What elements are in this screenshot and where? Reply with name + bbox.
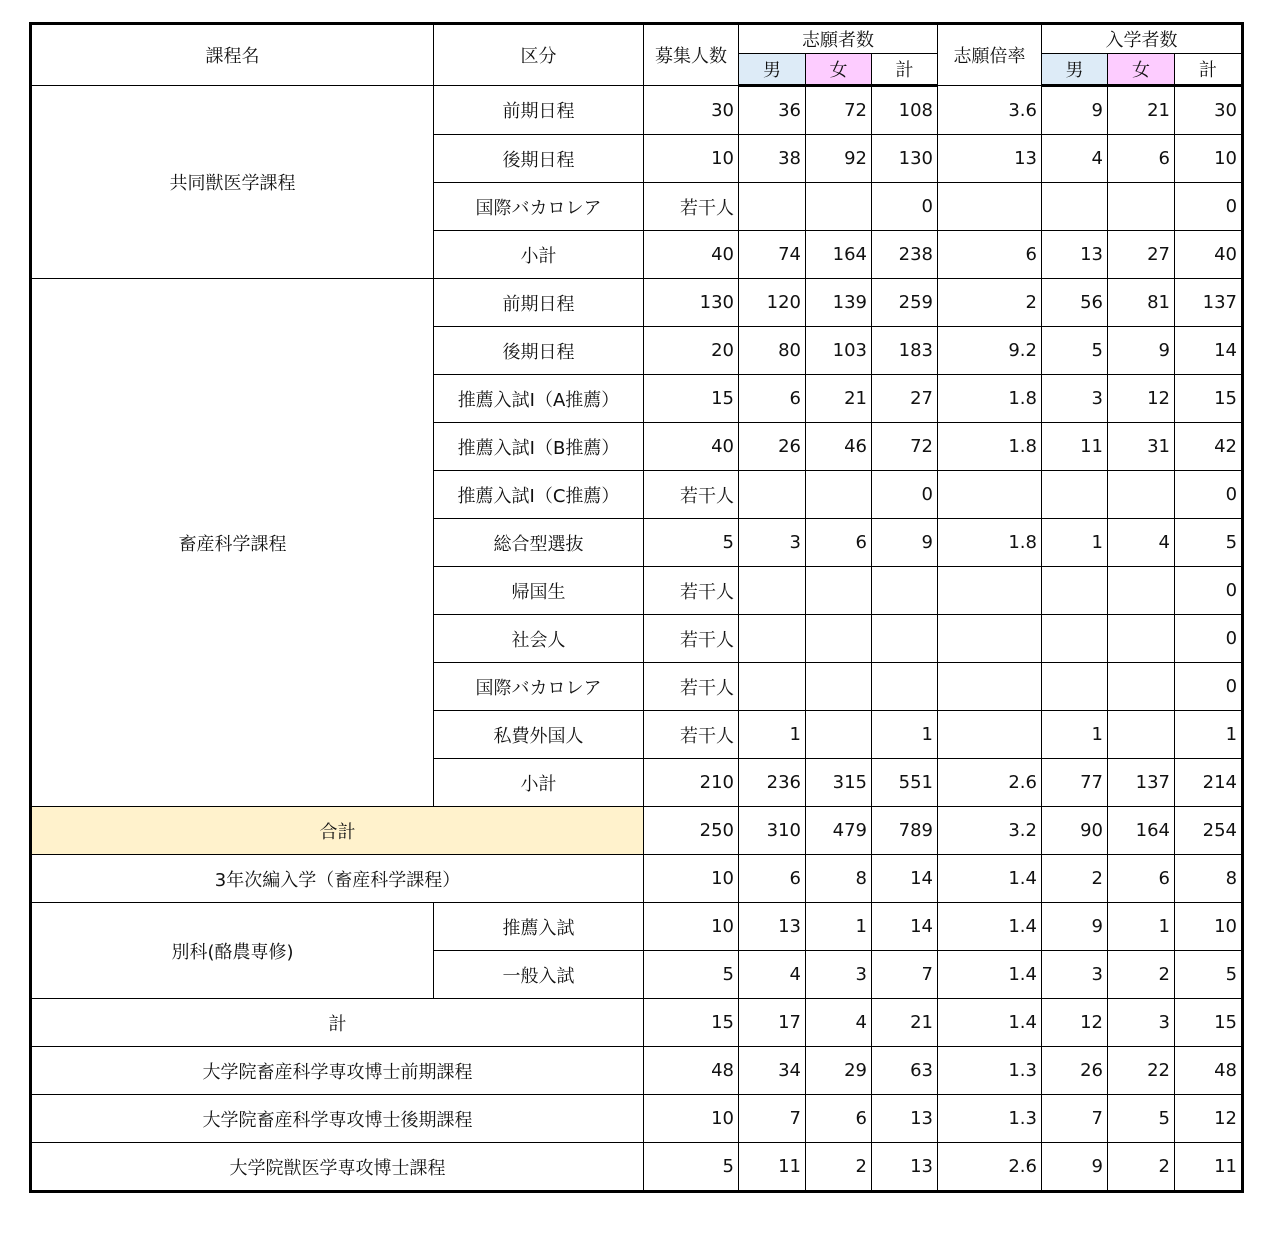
enrolled-total-cell: 0	[1175, 471, 1243, 519]
enrolled-female-cell	[1108, 663, 1175, 711]
applicants-male-cell: 4	[739, 951, 806, 999]
ratio-cell	[938, 471, 1042, 519]
applicants-male-cell: 26	[739, 423, 806, 471]
enrolled-female-cell: 6	[1108, 135, 1175, 183]
enrolled-male-cell: 9	[1042, 1143, 1108, 1192]
applicants-male-cell: 38	[739, 135, 806, 183]
ratio-cell: 1.8	[938, 519, 1042, 567]
enrolled-male-cell: 90	[1042, 807, 1108, 855]
enrolled-female-cell	[1108, 183, 1175, 231]
graduate-row	[31, 1047, 1243, 1095]
applicants-male-cell: 11	[739, 1143, 806, 1192]
enrolled-total-cell: 5	[1175, 951, 1243, 999]
enrolled-female-cell: 27	[1108, 231, 1175, 279]
category-cell: 国際バカロレア	[434, 183, 644, 231]
applicants-female-cell: 6	[806, 1095, 872, 1143]
row-label-cell: 計	[31, 999, 644, 1047]
capacity-cell: 10	[644, 903, 739, 951]
enrolled-total-cell: 40	[1175, 231, 1243, 279]
ratio-cell: 3.2	[938, 807, 1042, 855]
enrolled-total-cell: 137	[1175, 279, 1243, 327]
enrolled-female-cell: 137	[1108, 759, 1175, 807]
enrolled-female-cell: 6	[1108, 855, 1175, 903]
enrolled-male-cell: 9	[1042, 86, 1108, 135]
applicants-total-cell: 21	[872, 999, 938, 1047]
ratio-cell: 2	[938, 279, 1042, 327]
applicants-total-cell: 72	[872, 423, 938, 471]
ratio-cell	[938, 567, 1042, 615]
course-name-cell: 共同獣医学課程	[31, 86, 434, 279]
ratio-cell: 1.4	[938, 951, 1042, 999]
applicants-total-cell: 7	[872, 951, 938, 999]
applicants-female-cell: 103	[806, 327, 872, 375]
applicants-male-cell: 120	[739, 279, 806, 327]
header-enrolled-female: 女	[1108, 54, 1175, 86]
category-cell: 社会人	[434, 615, 644, 663]
applicants-male-cell: 3	[739, 519, 806, 567]
category-cell: 私費外国人	[434, 711, 644, 759]
enrolled-total-cell: 0	[1175, 663, 1243, 711]
enrolled-male-cell: 1	[1042, 711, 1108, 759]
table-row	[31, 86, 1243, 135]
header-capacity: 募集人数	[644, 24, 739, 86]
ratio-cell: 1.3	[938, 1095, 1042, 1143]
enrolled-male-cell	[1042, 567, 1108, 615]
capacity-cell: 30	[644, 86, 739, 135]
graduate-row	[31, 1095, 1243, 1143]
enrolled-male-cell	[1042, 183, 1108, 231]
capacity-cell: 若干人	[644, 471, 739, 519]
capacity-cell: 5	[644, 1143, 739, 1192]
enrolled-total-cell: 15	[1175, 375, 1243, 423]
applicants-male-cell: 6	[739, 855, 806, 903]
header-enrolled: 入学者数	[1042, 24, 1243, 54]
row-label-cell: 合計	[31, 807, 644, 855]
applicants-female-cell: 2	[806, 1143, 872, 1192]
capacity-cell: 5	[644, 951, 739, 999]
applicants-female-cell	[806, 711, 872, 759]
ratio-cell: 1.3	[938, 1047, 1042, 1095]
ratio-cell: 2.6	[938, 1143, 1042, 1192]
capacity-cell: 5	[644, 519, 739, 567]
applicants-male-cell	[739, 615, 806, 663]
enrolled-male-cell	[1042, 663, 1108, 711]
enrolled-total-cell: 11	[1175, 1143, 1243, 1192]
enrolled-female-cell	[1108, 615, 1175, 663]
enrolled-male-cell: 26	[1042, 1047, 1108, 1095]
enrolled-female-cell	[1108, 711, 1175, 759]
capacity-cell: 20	[644, 327, 739, 375]
capacity-cell: 210	[644, 759, 739, 807]
category-cell: 後期日程	[434, 327, 644, 375]
applicants-male-cell: 17	[739, 999, 806, 1047]
applicants-female-cell: 29	[806, 1047, 872, 1095]
ratio-cell: 3.6	[938, 86, 1042, 135]
applicants-male-cell	[739, 663, 806, 711]
applicants-female-cell: 92	[806, 135, 872, 183]
ratio-cell	[938, 663, 1042, 711]
enrolled-female-cell: 3	[1108, 999, 1175, 1047]
applicants-female-cell: 315	[806, 759, 872, 807]
category-cell: 国際バカロレア	[434, 663, 644, 711]
capacity-cell: 40	[644, 423, 739, 471]
enrolled-total-cell: 5	[1175, 519, 1243, 567]
enrolled-female-cell	[1108, 471, 1175, 519]
applicants-female-cell	[806, 183, 872, 231]
applicants-male-cell: 6	[739, 375, 806, 423]
enrolled-male-cell: 13	[1042, 231, 1108, 279]
enrolled-male-cell: 5	[1042, 327, 1108, 375]
applicants-male-cell: 74	[739, 231, 806, 279]
applicants-female-cell: 21	[806, 375, 872, 423]
enrolled-female-cell: 22	[1108, 1047, 1175, 1095]
enrolled-total-cell: 10	[1175, 135, 1243, 183]
applicants-female-cell: 46	[806, 423, 872, 471]
applicants-male-cell: 1	[739, 711, 806, 759]
applicants-total-cell: 259	[872, 279, 938, 327]
enrolled-total-cell: 254	[1175, 807, 1243, 855]
applicants-female-cell: 164	[806, 231, 872, 279]
row-label-cell: 大学院畜産科学専攻博士後期課程	[31, 1095, 644, 1143]
capacity-cell: 若干人	[644, 711, 739, 759]
applicants-female-cell: 6	[806, 519, 872, 567]
ratio-cell: 1.8	[938, 375, 1042, 423]
header-course: 課程名	[31, 24, 434, 86]
category-cell: 総合型選抜	[434, 519, 644, 567]
enrolled-female-cell: 1	[1108, 903, 1175, 951]
enrolled-total-cell: 48	[1175, 1047, 1243, 1095]
capacity-cell: 15	[644, 375, 739, 423]
enrolled-total-cell: 0	[1175, 183, 1243, 231]
table-row	[31, 903, 1243, 951]
header-applicants-total: 計	[872, 54, 938, 86]
header-enrolled-male: 男	[1042, 54, 1108, 86]
applicants-female-cell: 4	[806, 999, 872, 1047]
header-applicants-female: 女	[806, 54, 872, 86]
ratio-cell: 9.2	[938, 327, 1042, 375]
enrolled-male-cell: 77	[1042, 759, 1108, 807]
applicants-total-cell	[872, 567, 938, 615]
applicants-total-cell: 0	[872, 471, 938, 519]
row-label-cell: 大学院獣医学専攻博士課程	[31, 1143, 644, 1192]
applicants-female-cell: 8	[806, 855, 872, 903]
applicants-total-cell: 9	[872, 519, 938, 567]
enrolled-total-cell: 8	[1175, 855, 1243, 903]
applicants-female-cell	[806, 615, 872, 663]
ratio-cell: 6	[938, 231, 1042, 279]
ratio-cell	[938, 711, 1042, 759]
row-label-cell: 3年次編入学（畜産科学課程）	[31, 855, 644, 903]
enrolled-total-cell: 10	[1175, 903, 1243, 951]
course-name-cell: 畜産科学課程	[31, 279, 434, 807]
enrolled-total-cell: 0	[1175, 567, 1243, 615]
applicants-female-cell: 3	[806, 951, 872, 999]
ratio-cell: 13	[938, 135, 1042, 183]
enrolled-total-cell: 0	[1175, 615, 1243, 663]
enrolled-total-cell: 214	[1175, 759, 1243, 807]
applicants-total-cell: 108	[872, 86, 938, 135]
applicants-total-cell: 13	[872, 1095, 938, 1143]
enrolled-total-cell: 14	[1175, 327, 1243, 375]
applicants-male-cell: 7	[739, 1095, 806, 1143]
enrolled-female-cell: 2	[1108, 1143, 1175, 1192]
capacity-cell: 15	[644, 999, 739, 1047]
capacity-cell: 若干人	[644, 615, 739, 663]
applicants-male-cell: 236	[739, 759, 806, 807]
capacity-cell: 130	[644, 279, 739, 327]
applicants-total-cell: 14	[872, 903, 938, 951]
enrolled-female-cell: 9	[1108, 327, 1175, 375]
enrolled-male-cell: 3	[1042, 951, 1108, 999]
table-row	[31, 279, 1243, 327]
enrolled-male-cell: 9	[1042, 903, 1108, 951]
applicants-female-cell	[806, 471, 872, 519]
capacity-cell: 250	[644, 807, 739, 855]
enrolled-female-cell: 31	[1108, 423, 1175, 471]
applicants-total-cell: 130	[872, 135, 938, 183]
capacity-cell: 10	[644, 1095, 739, 1143]
enrolled-female-cell: 5	[1108, 1095, 1175, 1143]
ratio-cell: 1.4	[938, 903, 1042, 951]
row-label-cell: 大学院畜産科学専攻博士前期課程	[31, 1047, 644, 1095]
header-category: 区分	[434, 24, 644, 86]
enrolled-female-cell: 81	[1108, 279, 1175, 327]
category-cell: 推薦入試I（B推薦）	[434, 423, 644, 471]
applicants-male-cell: 13	[739, 903, 806, 951]
applicants-total-cell: 238	[872, 231, 938, 279]
transfer-row	[31, 855, 1243, 903]
applicants-female-cell: 479	[806, 807, 872, 855]
applicants-male-cell	[739, 567, 806, 615]
course-name-cell: 別科(酪農専修)	[31, 903, 434, 999]
enrolled-male-cell: 1	[1042, 519, 1108, 567]
category-cell: 前期日程	[434, 279, 644, 327]
applicants-male-cell: 34	[739, 1047, 806, 1095]
enrolled-total-cell: 12	[1175, 1095, 1243, 1143]
applicants-male-cell	[739, 183, 806, 231]
enrolled-female-cell: 2	[1108, 951, 1175, 999]
enrolled-male-cell: 12	[1042, 999, 1108, 1047]
applicants-female-cell: 1	[806, 903, 872, 951]
bekka-total-row	[31, 999, 1243, 1047]
category-cell: 小計	[434, 759, 644, 807]
category-cell: 後期日程	[434, 135, 644, 183]
capacity-cell: 若干人	[644, 183, 739, 231]
enrolled-total-cell: 1	[1175, 711, 1243, 759]
enrolled-male-cell: 11	[1042, 423, 1108, 471]
applicants-total-cell	[872, 615, 938, 663]
category-cell: 推薦入試I（C推薦）	[434, 471, 644, 519]
ratio-cell	[938, 615, 1042, 663]
ratio-cell: 1.8	[938, 423, 1042, 471]
ratio-cell: 2.6	[938, 759, 1042, 807]
applicants-total-cell: 27	[872, 375, 938, 423]
enrolled-total-cell: 30	[1175, 86, 1243, 135]
category-cell: 小計	[434, 231, 644, 279]
enrolled-female-cell: 164	[1108, 807, 1175, 855]
capacity-cell: 若干人	[644, 567, 739, 615]
header-enrolled-total: 計	[1175, 54, 1243, 86]
applicants-female-cell: 139	[806, 279, 872, 327]
enrolled-male-cell: 4	[1042, 135, 1108, 183]
applicants-female-cell: 72	[806, 86, 872, 135]
ratio-cell: 1.4	[938, 855, 1042, 903]
capacity-cell: 10	[644, 135, 739, 183]
category-cell: 推薦入試I（A推薦）	[434, 375, 644, 423]
applicants-male-cell: 310	[739, 807, 806, 855]
enrolled-total-cell: 15	[1175, 999, 1243, 1047]
enrolled-female-cell: 21	[1108, 86, 1175, 135]
header-applicants: 志願者数	[739, 24, 938, 54]
enrolled-total-cell: 42	[1175, 423, 1243, 471]
graduate-row	[31, 1143, 1243, 1192]
ratio-cell: 1.4	[938, 999, 1042, 1047]
enrolled-female-cell	[1108, 567, 1175, 615]
category-cell: 帰国生	[434, 567, 644, 615]
capacity-cell: 40	[644, 231, 739, 279]
capacity-cell: 10	[644, 855, 739, 903]
applicants-total-cell: 789	[872, 807, 938, 855]
capacity-cell: 若干人	[644, 663, 739, 711]
applicants-male-cell: 80	[739, 327, 806, 375]
category-cell: 前期日程	[434, 86, 644, 135]
applicants-total-cell: 1	[872, 711, 938, 759]
applicants-total-cell: 0	[872, 183, 938, 231]
grand-total-row	[31, 807, 1243, 855]
applicants-total-cell	[872, 663, 938, 711]
enrolled-female-cell: 12	[1108, 375, 1175, 423]
applicants-male-cell	[739, 471, 806, 519]
ratio-cell	[938, 183, 1042, 231]
category-cell: 推薦入試	[434, 903, 644, 951]
enrolled-male-cell: 2	[1042, 855, 1108, 903]
applicants-total-cell: 13	[872, 1143, 938, 1192]
category-cell: 一般入試	[434, 951, 644, 999]
header-ratio: 志願倍率	[938, 24, 1042, 86]
enrolled-male-cell	[1042, 471, 1108, 519]
applicants-female-cell	[806, 567, 872, 615]
enrolled-male-cell: 7	[1042, 1095, 1108, 1143]
enrolled-male-cell: 3	[1042, 375, 1108, 423]
enrolled-male-cell	[1042, 615, 1108, 663]
applicants-total-cell: 63	[872, 1047, 938, 1095]
applicants-male-cell: 36	[739, 86, 806, 135]
capacity-cell: 48	[644, 1047, 739, 1095]
admissions-table	[29, 22, 1244, 1193]
header-applicants-male: 男	[739, 54, 806, 86]
applicants-total-cell: 551	[872, 759, 938, 807]
applicants-total-cell: 183	[872, 327, 938, 375]
applicants-female-cell	[806, 663, 872, 711]
enrolled-female-cell: 4	[1108, 519, 1175, 567]
enrolled-male-cell: 56	[1042, 279, 1108, 327]
applicants-total-cell: 14	[872, 855, 938, 903]
